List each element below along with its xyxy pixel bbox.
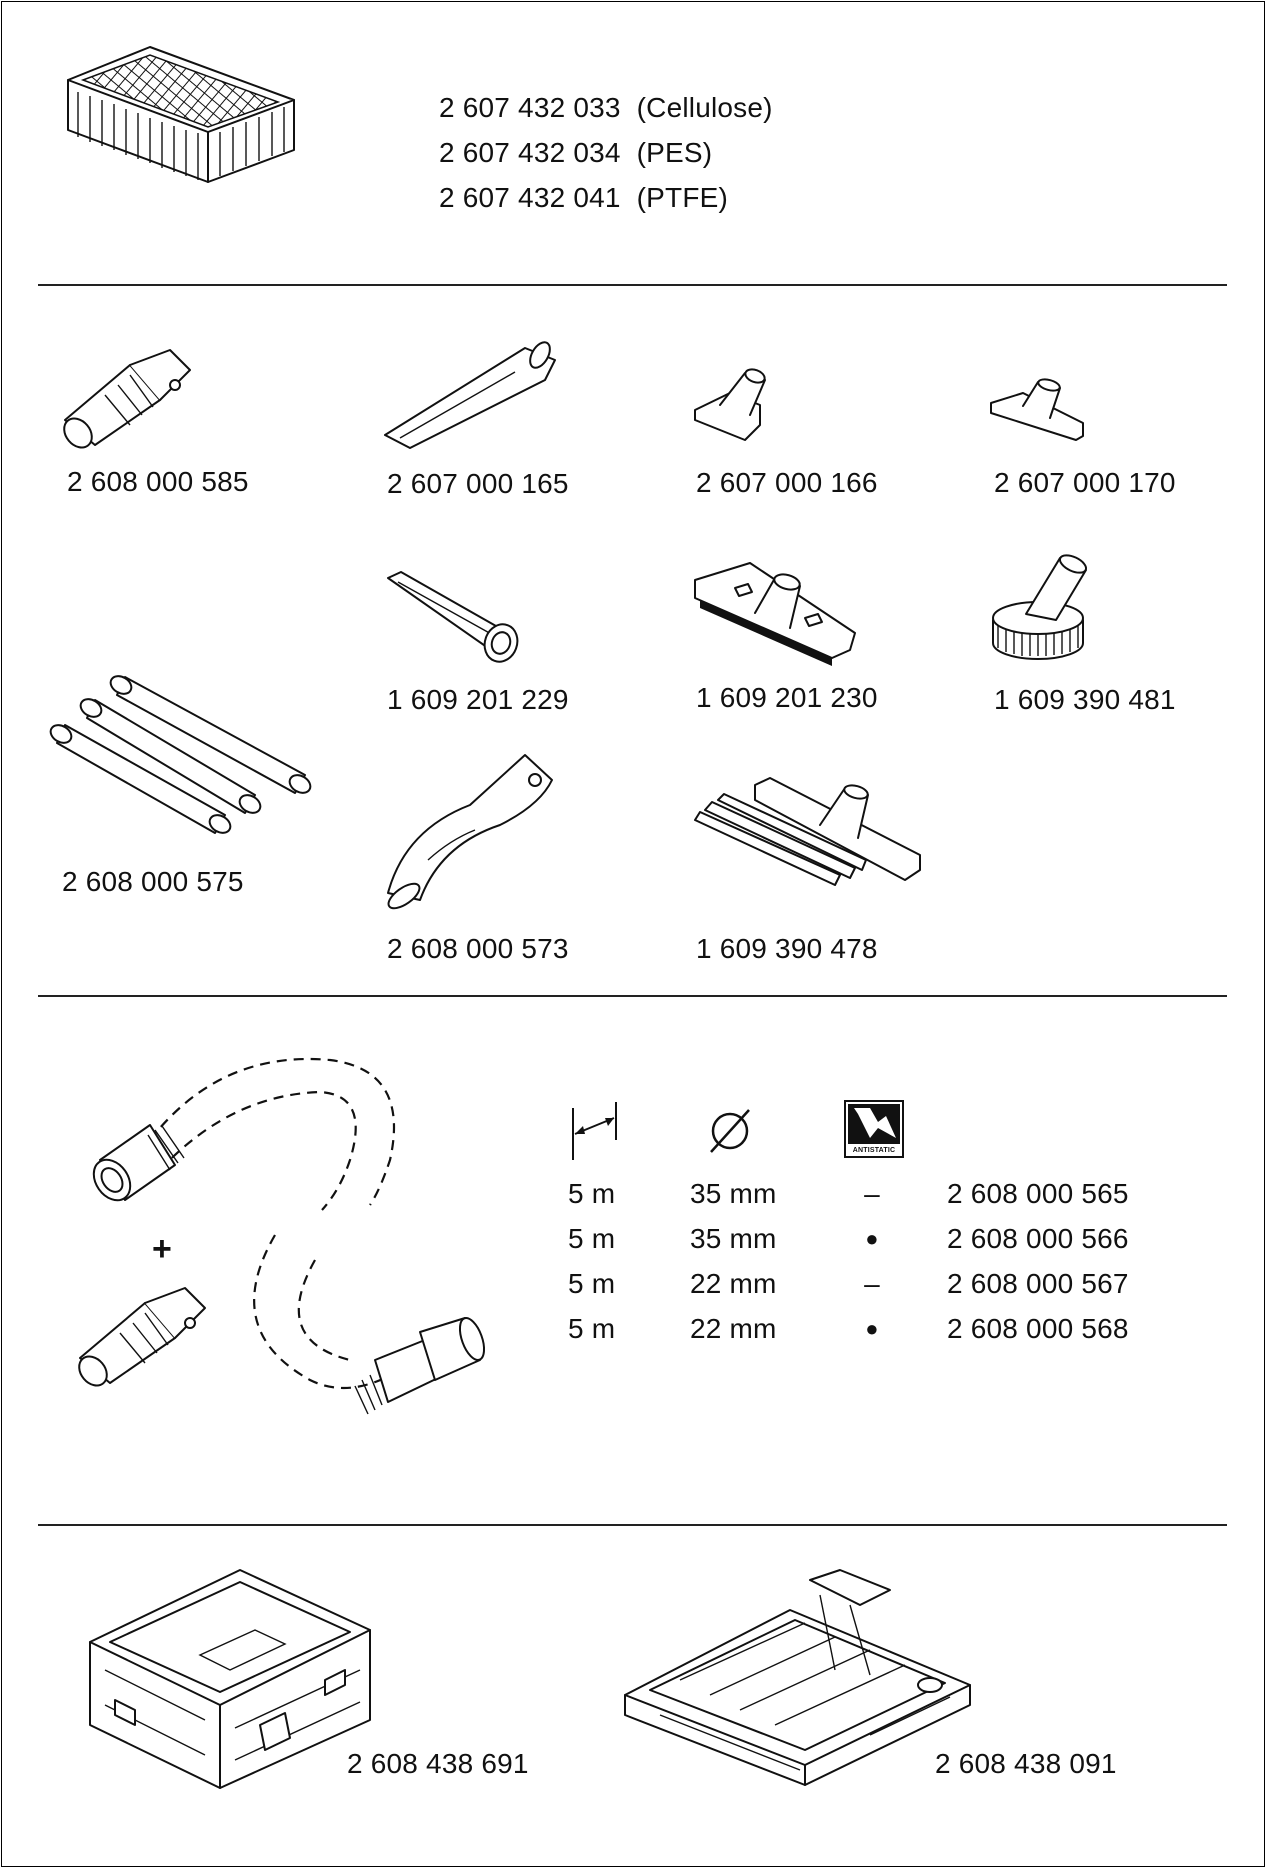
plus-symbol: + bbox=[152, 1230, 173, 1268]
material: (PTFE) bbox=[636, 182, 729, 213]
upholstery-nozzle-icon bbox=[988, 378, 1088, 458]
row-3-antistatic: – bbox=[864, 1268, 880, 1299]
row-3-diameter: 22 mm bbox=[690, 1268, 777, 1299]
hose-icon bbox=[70, 1050, 490, 1450]
row-1-length: 5 m bbox=[568, 1178, 616, 1209]
part-number: 2 607 432 034 bbox=[439, 137, 621, 168]
bent-handle-icon bbox=[380, 750, 560, 905]
wet-floor-nozzle-icon bbox=[690, 770, 930, 895]
row-2-length: 5 m bbox=[568, 1223, 616, 1254]
part-number: 2 607 432 041 bbox=[439, 182, 621, 213]
sleeve-adapter-part: 2 608 000 585 bbox=[67, 466, 249, 497]
row-4-diameter: 22 mm bbox=[690, 1313, 777, 1344]
row-1-antistatic: – bbox=[864, 1178, 880, 1209]
filter-part-3 bbox=[439, 184, 728, 212]
sleeve-adapter-icon-2 bbox=[75, 1283, 210, 1388]
antistatic-label: ANTISTATIC bbox=[852, 1147, 896, 1154]
floor-nozzle-part: 1 609 201 230 bbox=[696, 682, 878, 713]
round-brush-part: 1 609 390 481 bbox=[994, 684, 1176, 715]
round-brush-icon bbox=[988, 548, 1098, 663]
upholstery-nozzle-part: 2 607 000 170 bbox=[994, 467, 1176, 498]
row-3-length: 5 m bbox=[568, 1268, 616, 1299]
section-divider bbox=[38, 995, 1227, 997]
part-number: 2 607 432 033 bbox=[439, 92, 621, 123]
material: (PES) bbox=[636, 137, 713, 168]
flat-crevice-nozzle-icon bbox=[383, 570, 523, 665]
crevice-nozzle-icon bbox=[380, 340, 560, 450]
bent-handle-part: 2 608 000 573 bbox=[387, 933, 569, 964]
diameter-icon bbox=[705, 1106, 755, 1156]
row-2-diameter: 35 mm bbox=[690, 1223, 777, 1254]
crevice-nozzle-part: 2 607 000 165 bbox=[387, 468, 569, 499]
section-divider bbox=[38, 284, 1227, 286]
case-insert-icon bbox=[620, 1565, 975, 1790]
lboxx-case-icon bbox=[85, 1560, 375, 1790]
row-1-part: 2 608 000 565 bbox=[947, 1178, 1129, 1209]
small-nozzle-part: 2 607 000 166 bbox=[696, 467, 878, 498]
row-4-part: 2 608 000 568 bbox=[947, 1313, 1129, 1344]
floor-nozzle-icon bbox=[690, 558, 860, 678]
material: (Cellulose) bbox=[636, 92, 773, 123]
row-3-part: 2 608 000 567 bbox=[947, 1268, 1129, 1299]
flat-crevice-nozzle-part: 1 609 201 229 bbox=[387, 684, 569, 715]
row-2-antistatic: ● bbox=[865, 1226, 879, 1251]
wet-floor-nozzle-part: 1 609 390 478 bbox=[696, 933, 878, 964]
filter-cartridge-icon bbox=[58, 42, 303, 227]
extension-tubes-icon bbox=[55, 665, 315, 840]
lboxx-case-part: 2 608 438 691 bbox=[347, 1748, 529, 1779]
length-icon bbox=[570, 1100, 620, 1162]
section-divider bbox=[38, 1524, 1227, 1526]
row-2-part: 2 608 000 566 bbox=[947, 1223, 1129, 1254]
filter-part-2 bbox=[439, 139, 712, 167]
sleeve-adapter-icon bbox=[60, 345, 195, 450]
row-4-length: 5 m bbox=[568, 1313, 616, 1344]
small-nozzle-icon bbox=[690, 365, 790, 455]
case-insert-part: 2 608 438 091 bbox=[935, 1748, 1117, 1779]
filter-part-1 bbox=[439, 94, 773, 122]
antistatic-icon bbox=[844, 1100, 904, 1158]
extension-tubes-part: 2 608 000 575 bbox=[62, 866, 244, 897]
row-4-antistatic: ● bbox=[865, 1316, 879, 1341]
row-1-diameter: 35 mm bbox=[690, 1178, 777, 1209]
